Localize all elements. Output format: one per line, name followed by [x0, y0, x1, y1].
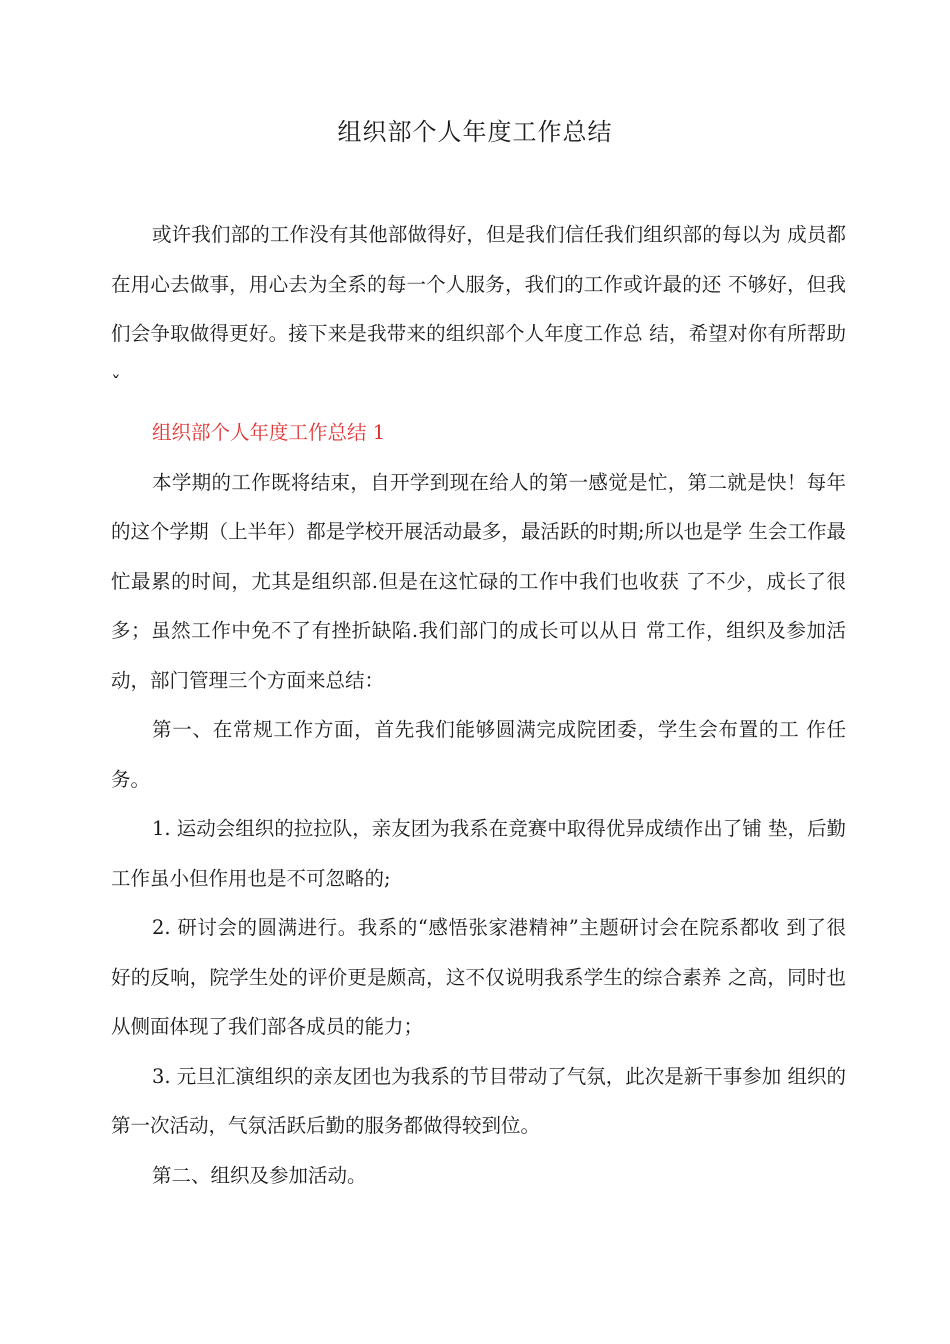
section-heading: 组织部个人年度工作总结 1 — [152, 421, 386, 444]
body-paragraph: 第二、组织及参加活动。 — [152, 1163, 367, 1187]
body-paragraph: 本学期的工作既将结束，自开学到现在给人的第一感觉是忙，第二就是快！每年的这个学期（上半年）都是学校开展活动最多，最活跃的时期;所以也是学 生会工作最忙最累的时间，尤其是组织部.但是在这忙碌的工作中我们也收获 了不少，成长了很多；虽然工作中免不了有挫折缺陷.我们部门的成长可以从日 常工作，组织及参加活动，部门管理三个方面来总结： — [111, 470, 846, 692]
page-title: 组织部个人年度工作总结 — [337, 118, 613, 146]
body-paragraph: 第一、在常规工作方面，首先我们能够圆满完成院团委，学生会布置的工 作任务。 — [111, 718, 846, 791]
list-item-paragraph: 2. 研讨会的圆满进行。我系的“感悟张家港精神”主题研讨会在院系都收 到了很好的反响，院学生处的评价更是颇高，这不仅说明我系学生的综合素养 之高，同时也从侧面体现了我们部各成员的能力； — [111, 916, 846, 1038]
list-item-paragraph: 3. 元旦汇演组织的亲友团也为我系的节目带动了气氛，此次是新干事参加 组织的第一次活动，气氛活跃后勤的服务都做得较到位。 — [111, 1064, 847, 1137]
list-item-paragraph: 1. 运动会组织的拉拉队，亲友团为我系在竞赛中取得优异成绩作出了铺 垫，后勤工作虽小但作用也是不可忽略的; — [111, 817, 847, 890]
document-body — [111, 210, 846, 1200]
intro-paragraph: 或许我们部的工作没有其他部做得好，但是我们信任我们组织部的每以为 成员都在用心去做事，用心去为全系的每一个人服务，我们的工作或许最的还 不够好，但我们会争取做得更好。接下来是我带来的组织部个人年度工作总 结，希望对你有所帮助ˇ — [111, 223, 846, 395]
